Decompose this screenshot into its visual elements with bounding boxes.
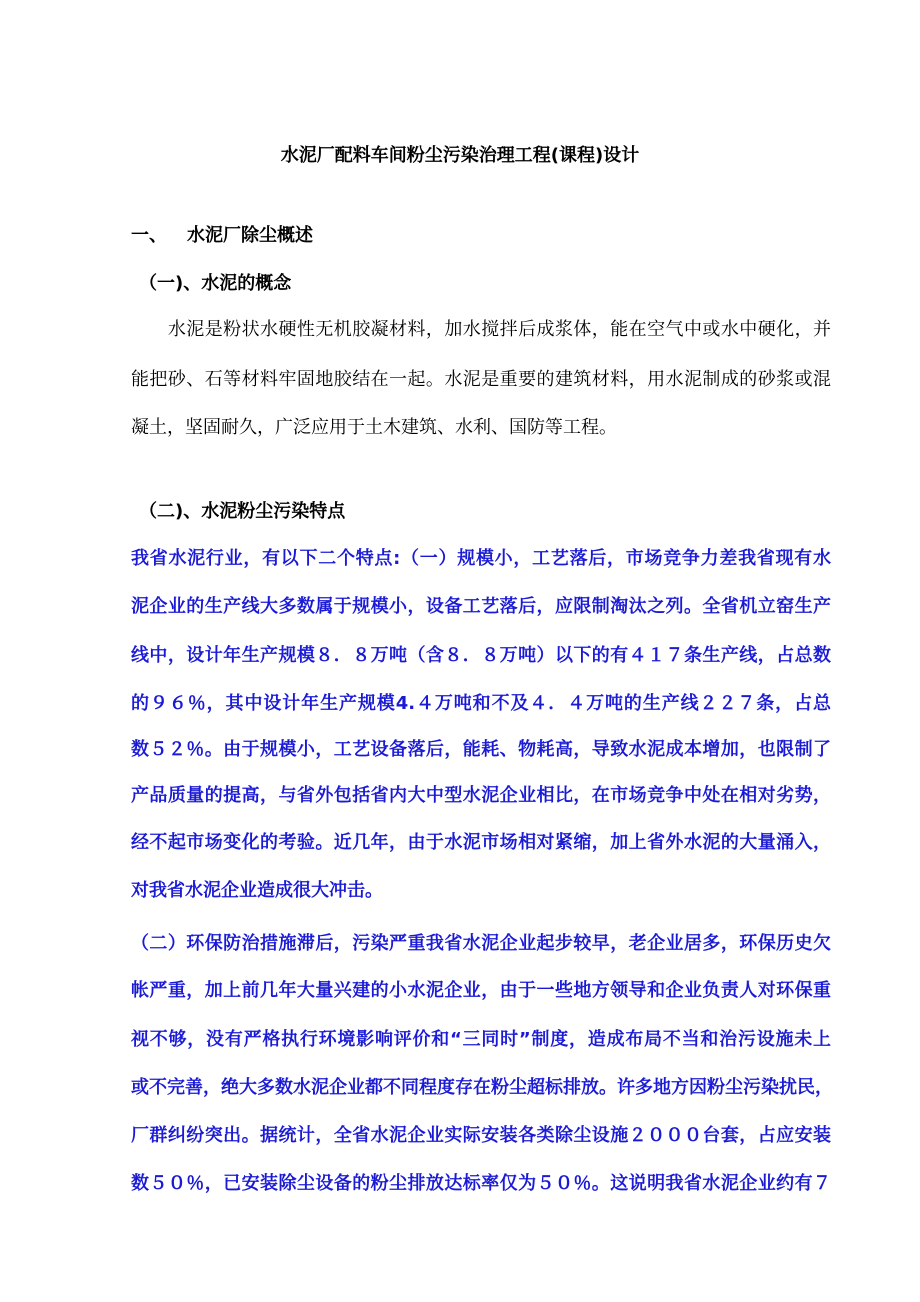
paragraph-line: 厂群纠纷突出。据统计，全省水泥企业实际安装各类除尘设施２０００台套，占应安装 <box>131 1125 831 1146</box>
section-number: 一、 <box>131 225 167 246</box>
paragraph-line: 线中，设计年生产规模８．８万吨（含８．８万吨）以下的有４１７条生产线，占总数 <box>131 645 831 666</box>
paragraph-line: 数５０％，已安装除尘设备的粉尘排放达标率仅为５０％。这说明我省水泥企业约有７ <box>131 1173 831 1194</box>
paragraph-line: 水泥是粉状水硬性无机胶凝材料，加水搅拌后成浆体，能在空气中或水中硬化，并 <box>131 319 831 340</box>
paragraph-line: （二）环保防治措施滞后，污染严重我省水泥企业起步较早，老企业居多，环保历史欠 <box>131 933 831 954</box>
document-title: 水泥厂配料车间粉尘污染治理工程(课程)设计 <box>280 145 640 166</box>
paragraph-line: 帐严重，加上前几年大量兴建的小水泥企业，由于一些地方领导和企业负责人对环保重 <box>131 980 831 1001</box>
subheading-cement-concept: （一)、水泥的概念 <box>139 273 292 294</box>
paragraph-line: 对我省水泥企业造成很大冲击。 <box>131 880 383 901</box>
paragraph-line: 能把砂、石等材料牢固地胶结在一起。水泥是重要的建筑材料，用水泥制成的砂浆或混 <box>131 369 831 390</box>
paragraph-line: 我省水泥行业，有以下二个特点:（一）规模小，工艺落后，市场竞争力差我省现有水 <box>131 548 831 569</box>
paragraph-line: 的９６％，其中设计年生产规模4.４万吨和不及４．４万吨的生产线２２７条，占总 <box>131 693 831 714</box>
paragraph-line: 或不完善，绝大多数水泥企业都不同程度存在粉尘超标排放。许多地方因粉尘污染扰民， <box>131 1077 833 1098</box>
paragraph-line: 视不够，没有严格执行环境影响评价和“三同时”制度，造成布局不当和治污设施未上 <box>131 1029 831 1050</box>
paragraph-line: 凝土，坚固耐久，广泛应用于土木建筑、水利、国防等工程。 <box>131 417 617 438</box>
paragraph-line: 产品质量的提高，与省外包括省内大中型水泥企业相比，在市场竞争中处在相对劣势， <box>131 785 831 806</box>
section-heading <box>131 221 313 247</box>
section-label: 水泥厂除尘概述 <box>187 225 313 246</box>
paragraph-line: 经不起市场变化的考验。近几年，由于水泥市场相对紧缩，加上省外水泥的大量涌入， <box>131 832 831 853</box>
paragraph-line: 数５２％。由于规模小，工艺设备落后，能耗、物耗高，导致水泥成本增加，也限制了 <box>131 739 831 760</box>
subheading-dust-pollution: （二)、水泥粉尘污染特点 <box>139 501 346 522</box>
paragraph-line: 泥企业的生产线大多数属于规模小，设备工艺落后，应限制淘汰之列。全省机立窑生产 <box>131 596 831 617</box>
